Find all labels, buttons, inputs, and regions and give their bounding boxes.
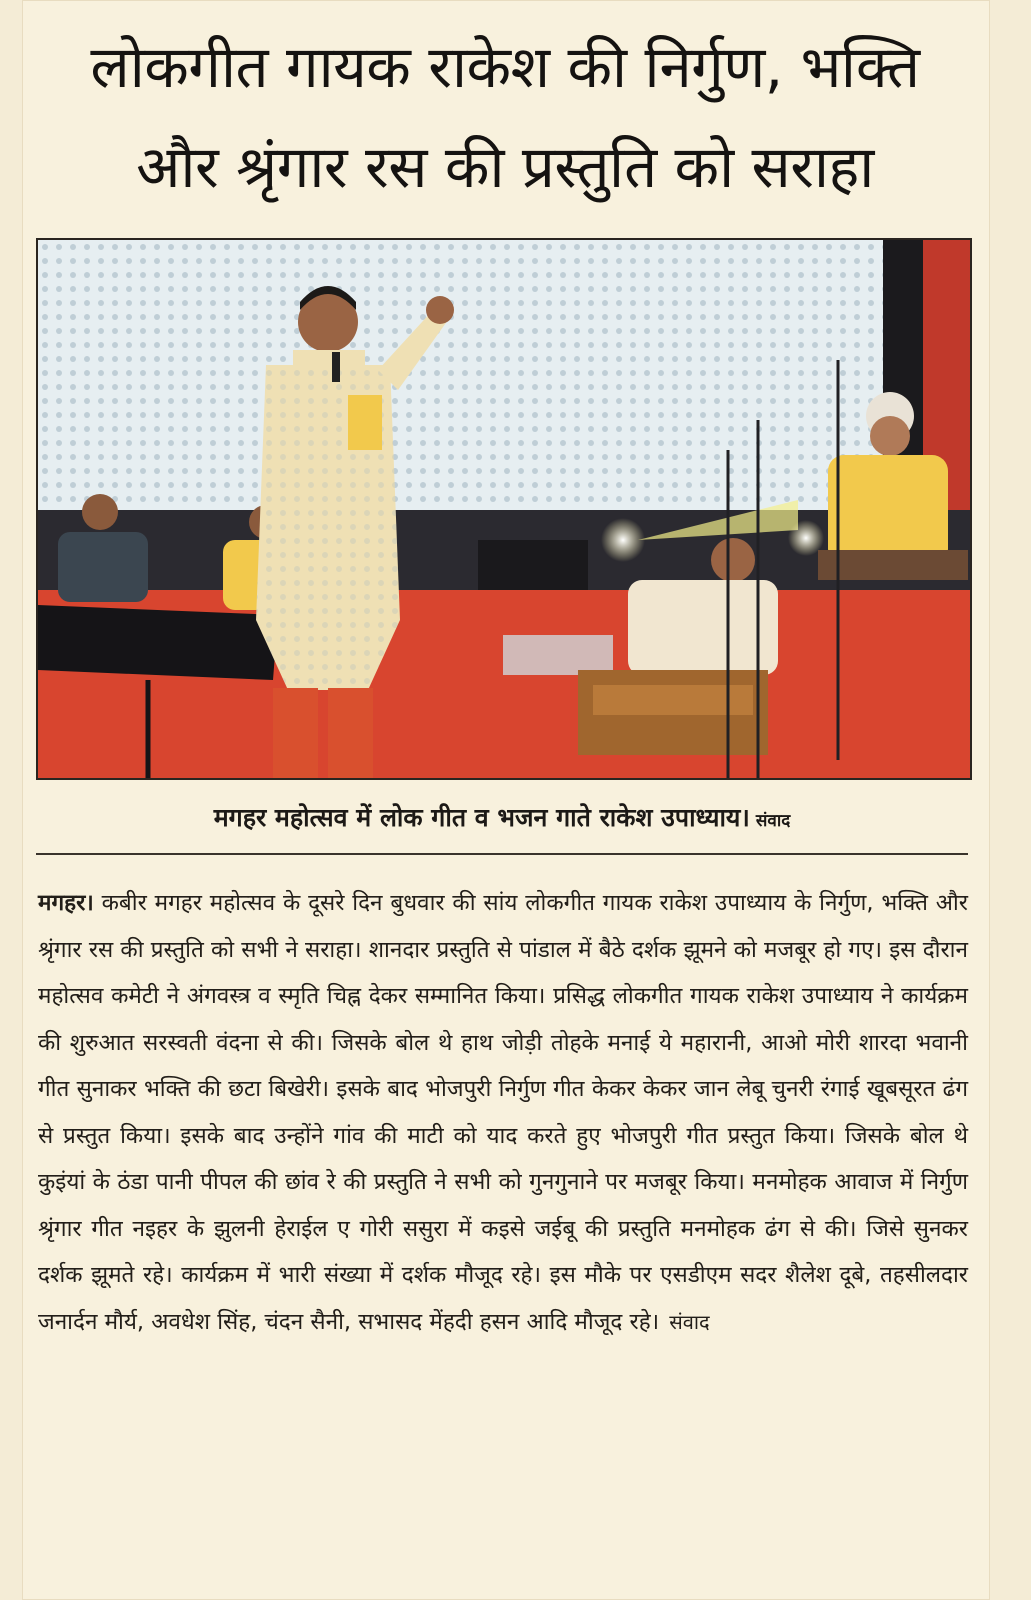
harmonium-player xyxy=(628,580,778,675)
headline-line-1: लोकगीत गायक राकेश की निर्गुण, भक्ति xyxy=(90,33,920,101)
caption-text: मगहर महोत्सव में लोक गीत व भजन गाते राकेश उपाध्याय। xyxy=(213,803,750,832)
dateline: मगहर। xyxy=(38,890,94,916)
caption-credit: संवाद xyxy=(755,811,791,831)
stage-illustration xyxy=(38,240,970,778)
headline xyxy=(30,18,980,218)
stage-light-icon xyxy=(601,518,645,562)
musician-left xyxy=(58,532,148,602)
badge xyxy=(348,395,382,450)
music-stand-icon xyxy=(38,605,278,680)
article-body xyxy=(38,880,968,1345)
end-credit: संवाद xyxy=(669,1309,710,1334)
musician-right xyxy=(828,455,948,565)
photo-caption xyxy=(36,800,968,834)
headline-line-2: और श्रृंगार रस की प्रस्तुति को सराहा xyxy=(136,132,874,201)
divider xyxy=(36,853,968,855)
event-photo xyxy=(36,238,972,780)
body-text: कबीर मगहर महोत्सव के दूसरे दिन बुधवार की सांय लोकगीत गायक राकेश उपाध्याय के निर्गुण, भक्ति और श्रृंगार रस की प्रस्तुति को सभी ने सराहा। शानदार प्रस्तुति से पांडाल में बैठे दर्शक झूमने को मजबूर हो गए। इस दौरान महोत्सव कमेटी ने अंगवस्त्र व स्मृति चिह्न देकर सम्मानित किया। प्रसिद्ध लोकगीत गायक राकेश उपाध्याय ने कार्यक्रम की शुरुआत सरस्वती वंदना से की। जिसके बोल थे हाथ जोड़ी तोहके मनाई ये महारानी, आओ मोरी शारदा भवानी गीत सुनाकर भक्ति की छटा बिखेरी। इसके बाद भोजपुरी निर्गुण गीत केकर केकर जान लेबू चुनरी रंगाई खूबसूरत ढंग से प्रस्तुत किया। इसके बाद उन्होंने गांव की माटी को याद करते हुए भोजपुरी गीत प्रस्तुत किया। जिसके बोल थे कुइंयां के ठंडा पानी पीपल की छांव रे की प्रस्तुति ने सभी को गुनगुनाने पर मजबूर किया। मनमोहक आवाज में निर्गुण श्रृंगार गीत नइहर के झुलनी हेराईल ए गोरी ससुरा में कइसे जईबू की प्रस्तुति मनमोहक ढंग से की। जिसे सुनकर दर्शक झूमते रहे। कार्यक्रम में भारी संख्या में दर्शक मौजूद रहे। इस मौके पर एसडीएम सदर शैलेश दूबे, तहसीलदार जनार्दन मौर्य, अवधेश सिंह, चंदन सैनी, सभासद मेंहदी हसन आदि मौजूद रहे। xyxy=(38,890,969,1335)
